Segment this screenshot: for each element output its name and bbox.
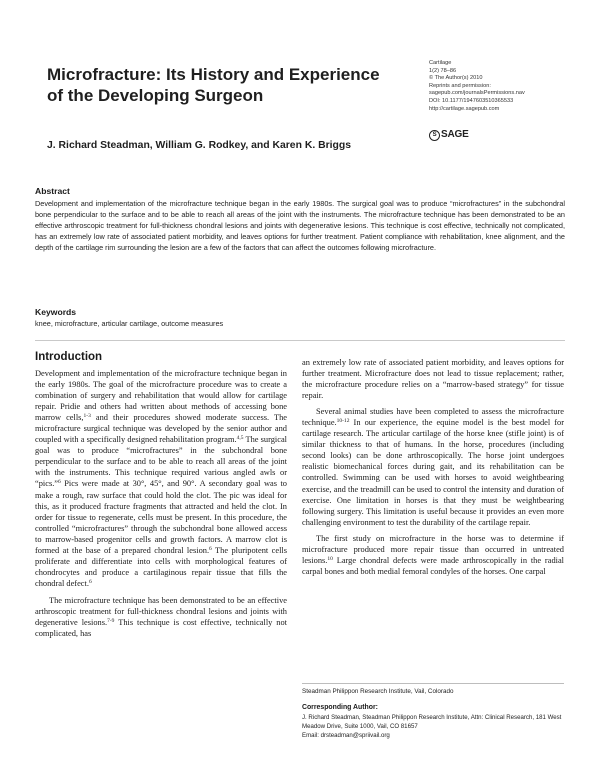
citation[interactable]: 10 [327,555,333,562]
introduction-heading: Introduction [35,351,103,363]
right-column [302,357,564,577]
corresponding-author-heading: Corresponding Author: [302,704,378,711]
corresponding-author-address: J. Richard Steadman, Steadman Philippon Research Institute, Attn: Clinical Research, 181 West Meadow Drive, Suite 1000, Vail, CO 81657 [302,714,562,730]
publisher-name: SAGE [441,129,469,140]
section-divider [35,340,565,341]
left-column [35,368,287,639]
author-list: J. Richard Steadman, William G. Rodkey, and Karen K. Briggs [47,140,352,151]
citation[interactable]: 4,5 [236,435,244,442]
abstract-heading: Abstract [35,186,70,196]
journal-volume: 1(2) 78–86 [429,67,457,74]
abstract-text: Development and implementation of the microfracture technique began in the early 1980s. The surgical goal was to produce “microfractures” in the subchondral bone perpendicular to the surface and to be able to reach all areas of the joint with the instruments. The microfracture technique has been demonstrated to be an effective arthroscopic treatment for full-thickness chondral lesions and joints with degenerative lesions. This technique is cost effective, technically not complicated, has an extremely low rate of associated patient morbidity, and leaves options for further treatment. Patient compliance with rehabilitation, knee alignment, and the depth of the cartilage rim surrounding the lesion are a few of the factors that can affect the outcomes following microfracture. [35,199,565,253]
paragraph: Several animal studies have been completed to assess the microfracture technique.$^{10-12}$ In our experience, the equine model is the best model for cartilage research. The articular cartilage of the horse knee (stifle joint) is of similar thickness to that of humans. In the horse, procedures (including second looks) can be done arthroscopically. The horse joint undergoes realistic biomechanical forces during gait, and its rehabilitation can be controlled. Swimming can be used with horses to avoid weightbearing exercise, and the treadmill can be used to control the intensity and duration of exercise. One limitation in horses is that they must be weightbearing following surgery. This limitation is useful because it provides an even more challenging environment to test the durability of the cartilage repair. [302,407,564,527]
paragraph: an extremely low rate of associated patient morbidity, and leaves options for further treatment. Microfracture does not lead to tissue replacement; rather, the microfracture procedure relies on a “marrow-based strategy” for tissue repair. [302,358,564,401]
journal-name: Cartilage [429,60,452,66]
article-title: Microfracture: Its History and Experience of the Developing Surgeon [47,65,380,105]
paragraph: Development and implementation of the microfracture technique began in the early 1980s. The goal of the microfracture procedure was to create a combination of surgery and rehabilitation that would allow for cartilage repair. Pridie and others had written about methods of accessing bone marrow cells,$^{1-3}$ and their procedures showed moderate success. The microfracture surgical technique was developed by the senior author and coupled with a specifically designed rehabilitation program.$^{4,5}$ The surgical goal was to produce “microfractures” in the subchondral bone perpendicular to the surface and to be able to reach all areas of the joint with the instruments. This technique required various angled awls or “pics.”$^6$ Pics were made at 30°, 45°, and 90°. A secondary goal was to make a rough, raw surface that could hold the clot. The pic was ideal for this, as it produced fracture fragments that attracted and held the clot. In order for tissue to regenerate, cells must be present. In this procedure, the controlled “microfractures” through the subchondral bone allowed access to marrow-based progenitor cells and growth factors. A marrow clot is formed at the base of a prepared chondral lesion.$^6$ The pluripotent cells proliferate and differentiate into cells with morphological features of chondrocytes and produce a cartilaginous repair tissue that fills the chondral defect.$^6$ [35,369,288,588]
affiliation: Steadman Philippon Research Institute, Vail, Colorado [302,688,454,695]
journal-url[interactable]: http://cartilage.sagepub.com [429,105,500,112]
paragraph: The microfracture technique has been demonstrated to be an effective arthroscopic treatment for full-thickness chondral lesions and joints with degenerative lesions.$^{7-9}$ This technique is cost effective, technically not complicated, has [35,595,287,639]
journal-meta [429,60,594,113]
permissions-link[interactable]: sagepub.com/journalsPermissions.nav [429,90,525,97]
citation[interactable]: 6 [58,479,61,486]
citation[interactable]: 1-3 [83,413,91,420]
keywords-heading: Keywords [35,307,77,317]
corresponding-author-details [302,714,564,740]
paragraph: The first study on microfracture in the horse was to determine if microfracture produced more repair tissue than occurred in untreated lesions.$^{10}$ Large chondral defects were made arthroscopically in the radial carpal bones and both medial femoral condyles of the horses. One carpal [302,533,564,576]
reprints-label: Reprints and permission: [429,82,491,89]
doi[interactable]: DOI: 10.1177/1947603510365533 [429,97,514,104]
publisher-logo [429,129,469,141]
keywords-text: knee, microfracture, articular cartilage, outcome measures [35,319,224,328]
sage-logo-icon: S [429,130,440,141]
citation[interactable]: 10-12 [336,418,350,425]
citation[interactable]: 6 [88,578,92,585]
copyright: © The Author(s) 2010 [429,75,483,82]
citation[interactable]: 6 [209,545,212,552]
citation[interactable]: 7-9 [107,618,115,625]
footnote-divider [302,683,564,684]
corresponding-author-email[interactable]: Email: drsteadman@spriivail.org [302,731,390,739]
